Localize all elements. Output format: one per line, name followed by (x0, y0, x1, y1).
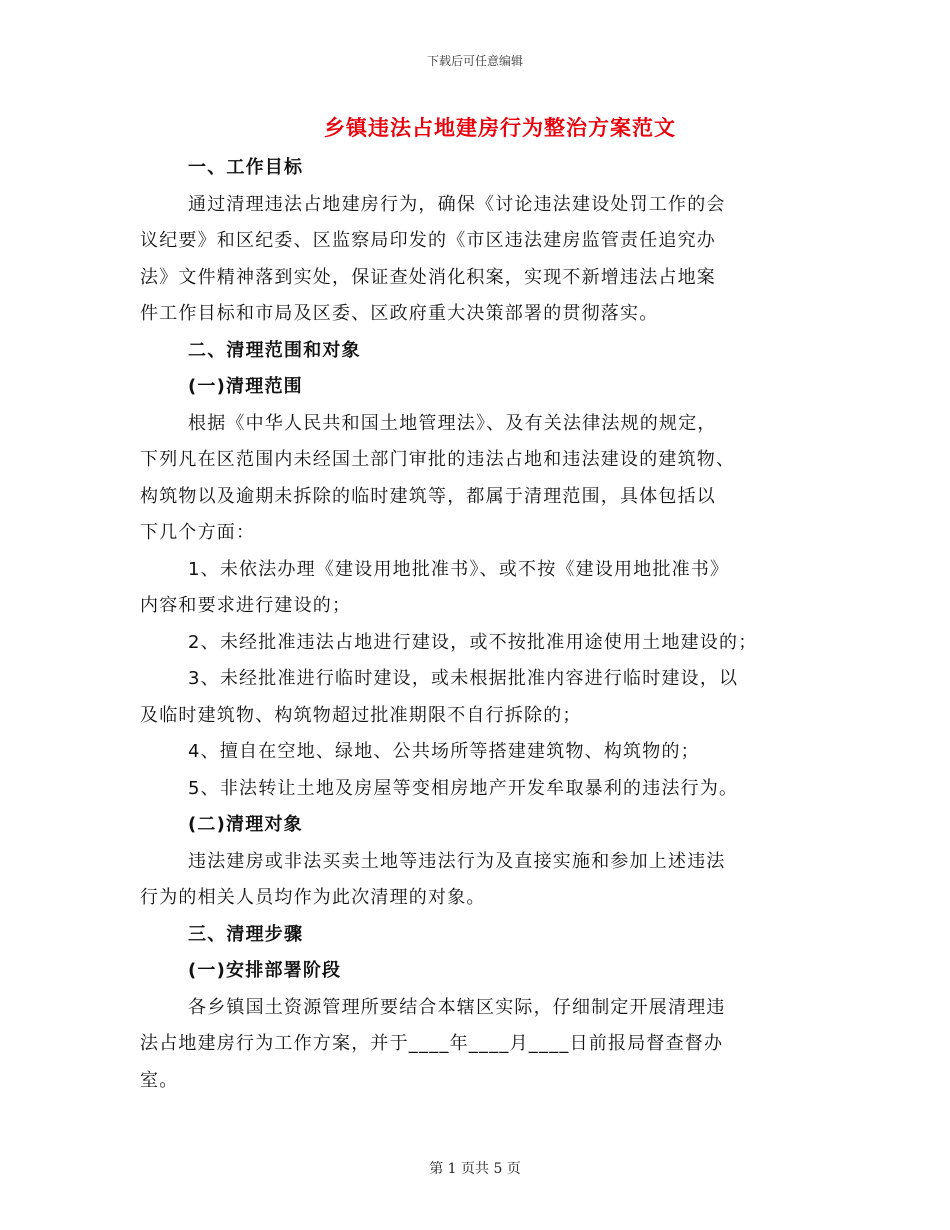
body-line: 2、未经批准违法占地进行建设，或不按批准用途使用土地建设的； (188, 631, 758, 653)
document-title: 乡镇违法占地建房行为整治方案范文 (324, 116, 676, 140)
body-line: 4、擅自在空地、绿地、公共场所等搭建建筑物、构筑物的； (188, 741, 700, 762)
body-line: 三、清理步骤 (188, 923, 304, 945)
body-line: 室。 (140, 1069, 179, 1091)
body-line: 通过清理违法占地建房行为，确保《讨论违法建设处罚工作的会 (188, 193, 726, 215)
body-line: 行为的相关人员均作为此次清理的对象。 (140, 887, 486, 908)
body-line: 3、未经批准进行临时建设，或未根据批准内容进行临时建设，以 (188, 668, 739, 689)
body-line: 议纪要》和区纪委、区监察局印发的《市区违法建房监管责任追究办 (140, 230, 716, 251)
header-note: 下载后可任意编辑 (426, 54, 523, 68)
body-line: 1、未依法办理《建设用地批准书》、或不按《建设用地批准书》 (188, 558, 730, 580)
body-line: 构筑物以及逾期未拆除的临时建筑等，都属于清理范围，具体包括以 (140, 485, 716, 507)
body-line: 下几个方面： (140, 522, 256, 543)
document-body (140, 150, 820, 1099)
body-line: (二)清理对象 (188, 814, 303, 835)
body-line: 根据《中华人民共和国土地管理法》、及有关法律法规的规定， (188, 412, 717, 434)
body-line: 5、非法转让土地及房屋等变相房地产开发牟取暴利的违法行为。 (188, 777, 739, 799)
body-line: 法》文件精神落到实处，保证查处消化积案，实现不新增违法占地案 (140, 266, 716, 288)
body-line: 法占地建房行为工作方案，并于____年____月____日前报局督查督办 (140, 1033, 724, 1054)
body-line: 各乡镇国土资源管理所要结合本辖区实际，仔细制定开展清理违 (188, 996, 726, 1018)
body-line: (一)清理范围 (188, 376, 303, 397)
page-number: 第 1 页共 5 页 (429, 1161, 521, 1177)
body-line: 二、清理范围和对象 (188, 339, 361, 361)
body-line: 下列凡在区范围内未经国土部门审批的违法占地和违法建设的建筑物、 (140, 449, 736, 470)
body-line: 违法建房或非法买卖土地等违法行为及直接实施和参加上述违法 (188, 850, 726, 872)
body-line: 及临时建筑物、构筑物超过批准期限不自行拆除的； (140, 704, 582, 726)
body-line: 一、工作目标 (188, 157, 304, 178)
body-line: (一)安排部署阶段 (188, 960, 342, 981)
body-line: 件工作目标和市局及区委、区政府重大决策部署的贯彻落实。 (140, 303, 659, 324)
body-line: 内容和要求进行建设的； (140, 595, 352, 616)
